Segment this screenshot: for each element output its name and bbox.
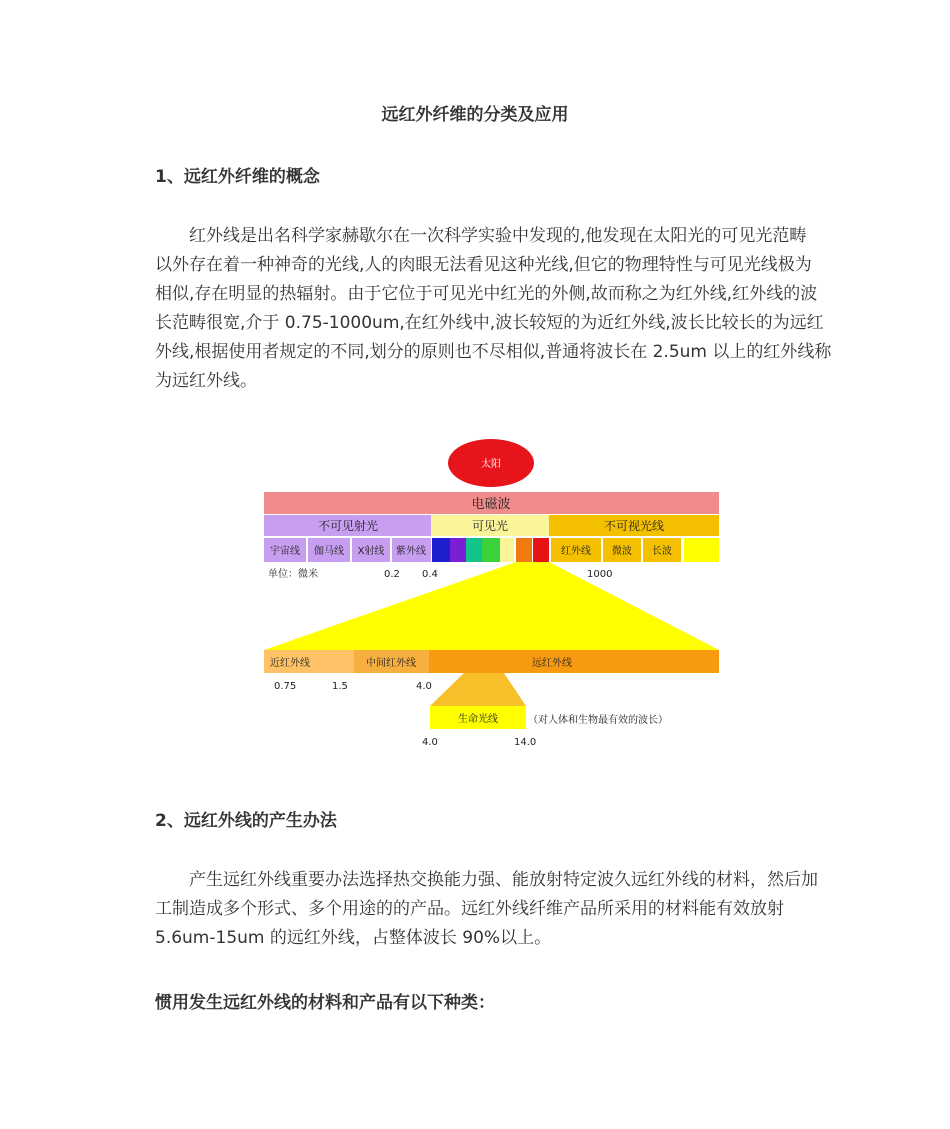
ray-extra-box	[684, 538, 719, 562]
tick-bottom-14-0: 14.0	[514, 737, 537, 748]
far-ir-bar	[429, 650, 719, 673]
section3-heading: 惯用发生远红外线的材料和产品有以下种类：	[155, 993, 495, 1013]
sun-label: 太阳	[481, 459, 501, 470]
zoom-triangle	[264, 562, 719, 650]
life-ray-note: （对人体和生物最有效的波长）	[528, 715, 668, 726]
invisible-left-label: 不可见射光	[317, 519, 379, 533]
em-wave-label: 电磁波	[471, 497, 511, 512]
ray-xray-label: X射线	[357, 546, 385, 557]
section1-line-1: 红外线是出名科学家赫歇尔在一次科学实验中发现的,他发现在太阳光的可见光范畴	[189, 226, 807, 246]
section1-line-6: 为远红外线。	[155, 371, 257, 391]
section1-line-2: 以外存在着一种神奇的光线,人的肉眼无法看见这种光线,但它的物理特性与可见光线极为	[155, 255, 812, 275]
unit-label: 单位：微米	[268, 569, 318, 580]
tick-0-4: 0.4	[422, 569, 438, 580]
near-ir-label: 近红外线	[270, 658, 310, 669]
ray-uv-label: 紫外线	[396, 546, 426, 557]
ray-cosmic-label: 宇宙线	[270, 546, 300, 557]
spectrum-figure	[264, 438, 724, 758]
section1-heading: 1、远红外纤维的概念	[155, 167, 320, 187]
section2-line-2: 工制造成多个形式、多个用途的的产品。远红外线纤维产品所采用的材料能有效放射	[155, 899, 784, 919]
spectrum-diagram	[264, 438, 724, 758]
spectrum-red-block	[533, 538, 549, 562]
ray-microwave-label: 微波	[612, 546, 632, 557]
tick-bottom-4-0: 4.0	[422, 737, 438, 748]
document-title: 远红外纤维的分类及应用	[381, 105, 569, 125]
section2-line-1: 产生远红外线重要办法选择热交换能力强、能放射特定波久远红外线的材料，然后加	[189, 870, 818, 890]
spectrum-violet-block	[450, 538, 466, 562]
tick-mid-0-75: 0.75	[274, 681, 297, 692]
ray-ir-label: 红外线	[561, 546, 591, 557]
ray-gamma-label: 伽马线	[314, 546, 344, 557]
spectrum-orange-block	[516, 538, 532, 562]
section2-heading: 2、远红外线的产生办法	[155, 811, 337, 831]
ray-longwave-label: 长波	[652, 546, 672, 557]
tick-0-2: 0.2	[384, 569, 400, 580]
visible-label: 可见光	[471, 519, 509, 533]
spectrum-lime-block	[482, 538, 500, 562]
life-ray-label: 生命光线	[458, 714, 498, 725]
section1-line-3: 相似,存在明显的热辐射。由于它位于可见光中红光的外侧,故而称之为红外线,红外线的波	[155, 284, 818, 304]
section1-paragraph	[155, 222, 835, 396]
tick-mid-1-5: 1.5	[332, 681, 348, 692]
spectrum-green-block	[466, 538, 482, 562]
mid-ir-label: 中间红外线	[366, 658, 416, 669]
section2-paragraph	[155, 866, 835, 953]
invisible-right-label: 不可视光线	[603, 519, 665, 533]
far-ir-label: 远红外线	[532, 658, 572, 669]
spectrum-blue-block	[432, 538, 450, 562]
tick-mid-4-0: 4.0	[416, 681, 432, 692]
spectrum-gap-block	[500, 538, 514, 562]
tick-1000: 1000	[587, 569, 613, 580]
section1-line-4: 长范畴很宽,介于 0.75-1000um,在红外线中,波长较短的为近红外线,波长比较长的为远红	[155, 313, 824, 333]
section2-line-3: 5.6um-15um 的远红外线，占整体波长 90%以上。	[155, 928, 552, 948]
section1-line-5: 外线,根据使用者规定的不同,划分的原则也不尽相似,普通将波长在 2.5um 以上的红外线称	[155, 342, 832, 362]
